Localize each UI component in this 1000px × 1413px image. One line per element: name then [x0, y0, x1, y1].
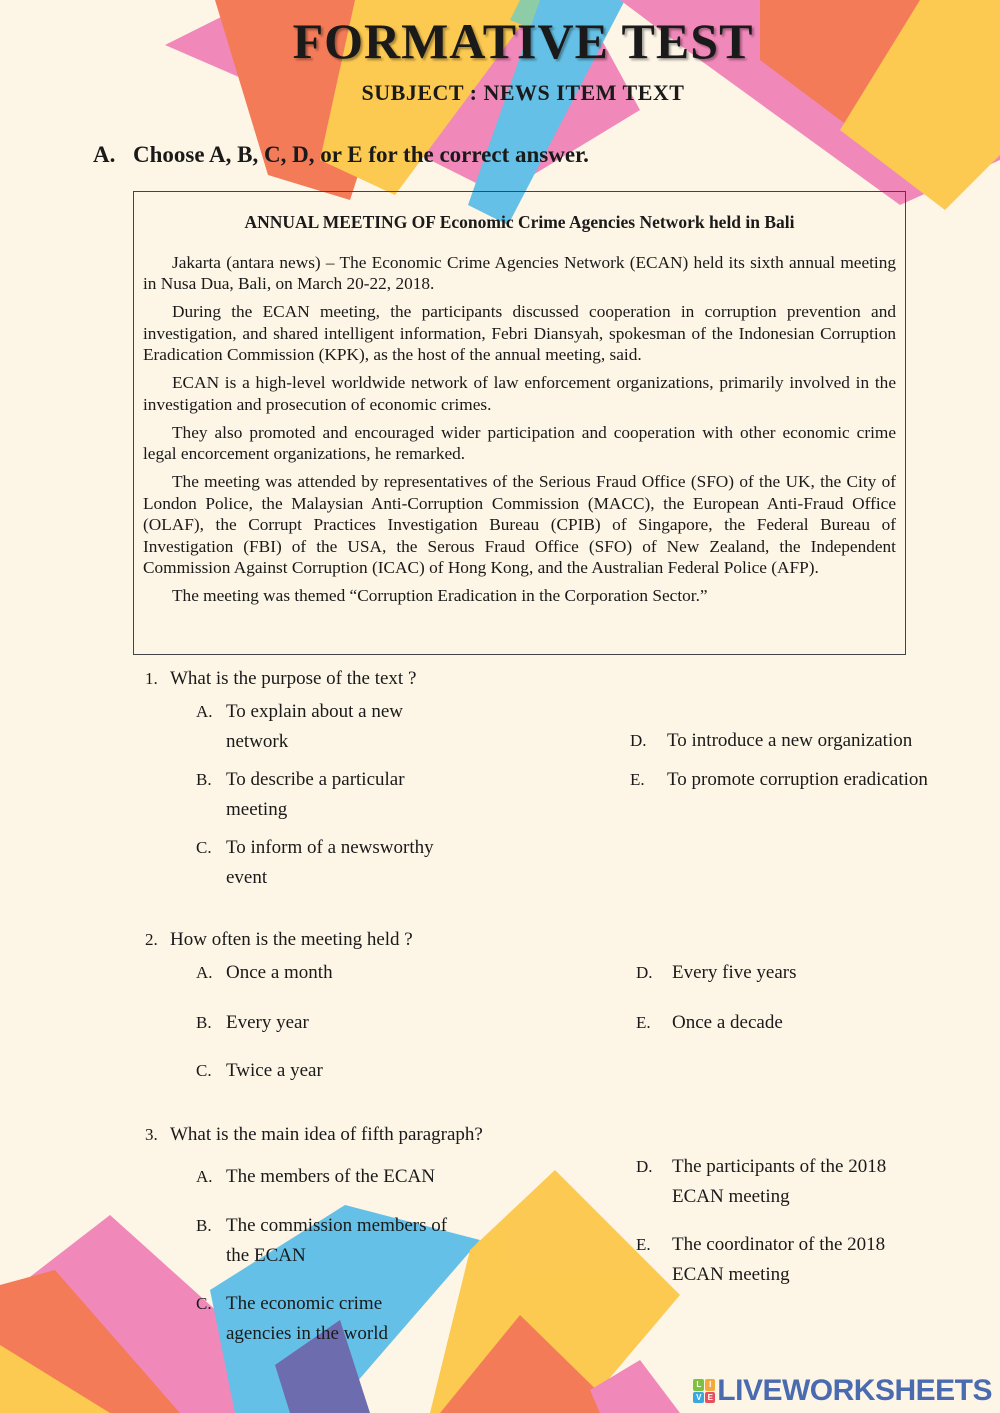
question-number: 1. [145, 669, 158, 688]
option-text: Once a month [226, 962, 333, 983]
q2-option-e[interactable] [636, 1008, 976, 1038]
q1-option-b[interactable] [196, 765, 456, 824]
option-text: Twice a year [226, 1060, 323, 1081]
option-letter: D. [636, 963, 653, 982]
option-text: To inform of a newsworthy event [226, 837, 434, 888]
logo-mark-letter: L [693, 1379, 704, 1391]
reading-passage [133, 191, 906, 655]
question-text: What is the purpose of the text ? [170, 668, 417, 689]
option-letter: A. [196, 702, 213, 721]
option-letter: E. [636, 1013, 651, 1032]
logo-text: LIVEWORKSHEETS [717, 1374, 992, 1407]
option-text: The members of the ECAN [226, 1166, 435, 1187]
section-letter: A. [93, 142, 116, 167]
question-3 [145, 1120, 483, 1150]
option-text: Every five years [672, 962, 797, 983]
instruction-text: Choose A, B, C, D, or E for the correct answer. [133, 142, 589, 167]
q3-option-c[interactable] [196, 1289, 446, 1348]
page-title: FORMATIVE TEST [292, 13, 754, 69]
passage-paragraph: During the ECAN meeting, the participants discussed cooperation in corruption prevention and investigation, and shared intelligent information, Febri Diansyah, spokesman of the Indonesian Corruption Eradication Commission (KPK), as the host of the annual meeting, said. [143, 302, 896, 364]
question-number: 3. [145, 1125, 158, 1144]
option-letter: C. [196, 838, 212, 857]
page-subtitle: SUBJECT : NEWS ITEM TEXT [361, 80, 685, 105]
passage-paragraph: The meeting was attended by representatives of the Serious Fraud Office (SFO) of the UK, the City of London Police, the Malaysian Anti-Corruption Commission (MACC), the European Anti-Fraud Office (OLAF), the Corrupt Practices Investigation Bureau (CPIB) of Singapore, the Federal Bureau of Investigation (FBI) of the USA, the Serous Fraud Office (SFO) of New Zealand, the Independent Commission Against Corruption (ICAC) of Hong Kong, and the Australian Federal Police (AFP). [143, 472, 896, 577]
option-letter: C. [196, 1061, 212, 1080]
option-text: To explain about a new network [226, 701, 404, 752]
liveworksheets-logo[interactable] [693, 1374, 992, 1408]
question-text: How often is the meeting held ? [170, 929, 413, 950]
q3-option-e[interactable] [636, 1230, 936, 1289]
q2-option-a[interactable] [196, 958, 476, 988]
q1-option-a[interactable] [196, 697, 456, 756]
logo-mark-letter: E [705, 1392, 716, 1404]
option-letter: B. [196, 1013, 212, 1032]
logo-mark-letter: I [705, 1379, 716, 1391]
q3-option-a[interactable] [196, 1162, 496, 1192]
section-instruction [93, 142, 589, 168]
option-text: To describe a particular meeting [226, 769, 405, 820]
option-text: To promote corruption eradication [667, 769, 928, 790]
q3-option-d[interactable] [636, 1152, 936, 1211]
question-2 [145, 925, 413, 955]
question-number: 2. [145, 930, 158, 949]
option-letter: A. [196, 1167, 213, 1186]
option-text: The economic crime agencies in the world [226, 1293, 388, 1344]
question-text: What is the main idea of fifth paragraph? [170, 1124, 483, 1145]
passage-title: ANNUAL MEETING OF Economic Crime Agencies Network held in Bali [244, 212, 795, 232]
passage-paragraph: The meeting was themed “Corruption Eradication in the Corporation Sector.” [172, 586, 708, 605]
question-1 [145, 664, 416, 694]
option-letter: D. [636, 1157, 653, 1176]
q2-option-c[interactable] [196, 1056, 476, 1086]
q2-option-d[interactable] [636, 958, 976, 988]
option-text: The coordinator of the 2018 ECAN meeting [672, 1234, 886, 1285]
option-letter: E. [636, 1235, 651, 1254]
option-text: Every year [226, 1012, 309, 1033]
option-letter: A. [196, 963, 213, 982]
option-letter: E. [630, 770, 645, 789]
option-text: The participants of the 2018 ECAN meeting [672, 1156, 887, 1207]
passage-paragraph: They also promoted and encouraged wider participation and cooperation with other economic crime legal encorcement organizations, he remarked. [143, 422, 896, 463]
option-letter: B. [196, 770, 212, 789]
passage-paragraph: Jakarta (antara news) – The Economic Crime Agencies Network (ECAN) held its sixth annual meeting in Nusa Dua, Bali, on March 20-22, 2018. [143, 252, 896, 293]
option-letter: B. [196, 1216, 212, 1235]
option-text: Once a decade [672, 1012, 783, 1033]
q1-option-d[interactable] [630, 726, 970, 756]
option-letter: D. [630, 731, 647, 750]
option-text: To introduce a new organization [667, 730, 913, 751]
q1-option-c[interactable] [196, 833, 476, 892]
option-letter: C. [196, 1294, 212, 1313]
logo-mark-letter: V [693, 1392, 704, 1404]
q2-option-b[interactable] [196, 1008, 476, 1038]
q3-option-b[interactable] [196, 1211, 466, 1270]
option-text: The commission members of the ECAN [226, 1215, 448, 1266]
logo-mark-icon [693, 1379, 715, 1403]
passage-paragraph: ECAN is a high-level worldwide network of law enforcement organizations, primarily involved in the investigation and prosecution of economic crimes. [143, 373, 896, 414]
q1-option-e[interactable] [630, 765, 990, 795]
